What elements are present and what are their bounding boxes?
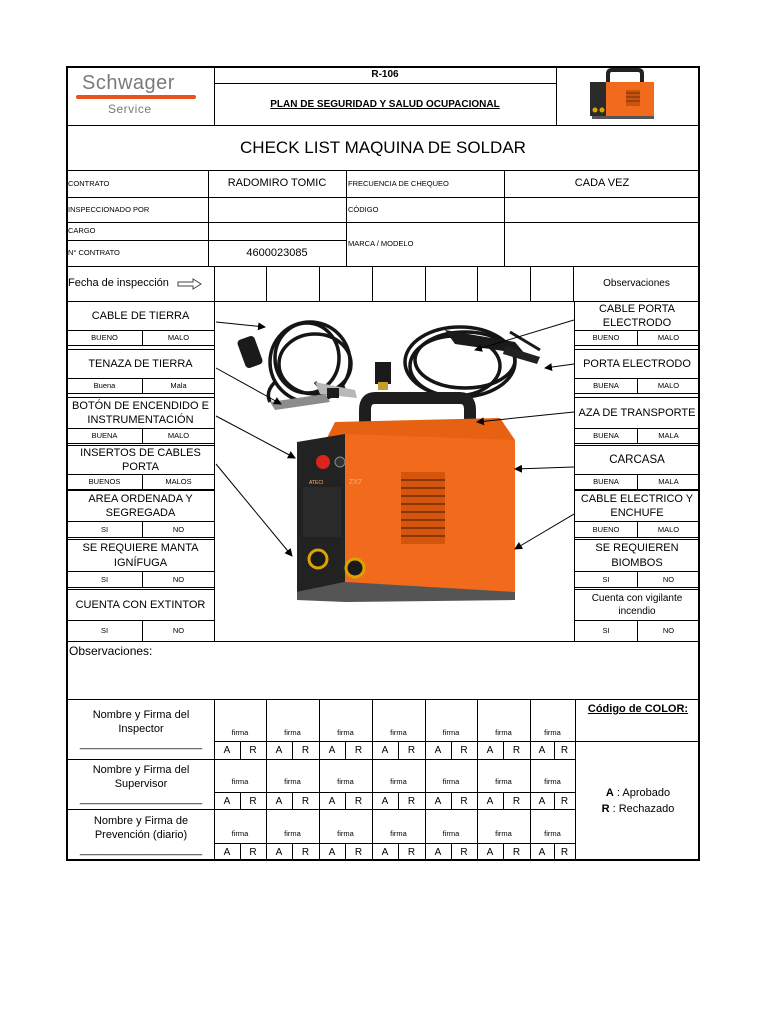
logo-main: Schwager	[82, 72, 175, 94]
right-item-3-bad[interactable]: MALA	[637, 428, 700, 444]
fecha-label-text: Fecha de inspección	[68, 277, 169, 290]
firma-label: firma	[337, 777, 354, 787]
approved-cell[interactable]: A	[328, 745, 336, 756]
approved-cell[interactable]: A	[538, 846, 546, 858]
signature-supervisor-text: Nombre y Firma del Supervisor	[92, 764, 190, 791]
signature-inspector-text: Nombre y Firma del Inspector	[92, 709, 190, 736]
left-item-4-good[interactable]: BUENOS	[66, 474, 143, 490]
fecha-cell-5[interactable]	[425, 266, 477, 301]
firma-label: firma	[544, 777, 561, 787]
right-item-4-title: CARCASA	[609, 453, 665, 466]
signature-inspector-line[interactable]: ____________________	[79, 737, 203, 750]
left-item-1-good[interactable]: BUENO	[66, 330, 143, 346]
welding-machine	[297, 398, 515, 602]
fecha-cell-3[interactable]	[319, 266, 372, 301]
firma-label: firma	[442, 777, 460, 787]
rejected-cell[interactable]: R	[560, 795, 569, 807]
ground-clamp	[270, 382, 357, 410]
rejected-cell[interactable]: R	[407, 745, 416, 756]
right-item-5-good[interactable]: BUENO	[574, 521, 638, 538]
color-code-title: Código de COLOR:	[587, 702, 689, 715]
logo-sub: Service	[108, 102, 152, 116]
approved-cell[interactable]: A	[538, 795, 546, 807]
left-item-3-good[interactable]: BUENA	[66, 428, 143, 444]
rejected-cell[interactable]: R	[460, 795, 468, 807]
left-item-6-title: SE REQUIERE MANTA IGNÍFUGA	[82, 542, 199, 569]
left-item-1-bad[interactable]: MALO	[142, 330, 215, 346]
color-code-legend	[576, 742, 700, 860]
observaciones-header: Observaciones	[603, 278, 670, 289]
right-item-4-bad[interactable]: MALA	[637, 474, 700, 490]
firma-label: firma	[337, 728, 354, 738]
firma-label: firma	[495, 777, 512, 787]
left-item-5-title: AREA ORDENADA Y SEGREGADA	[88, 492, 193, 519]
machine-model: ZX7	[349, 479, 362, 486]
signature-supervisor-line[interactable]: ____________________	[79, 792, 203, 805]
left-item-4-bad[interactable]: MALOS	[142, 474, 215, 490]
firma-label: firma	[495, 728, 512, 738]
cargo-label: CARGO	[68, 226, 96, 236]
frecuencia-label: FRECUENCIA DE CHEQUEO	[348, 178, 449, 188]
rejected-cell[interactable]: R	[354, 745, 363, 756]
rejected-cell[interactable]: R	[407, 795, 416, 807]
observaciones-label: Observaciones:	[69, 644, 153, 658]
right-item-5-bad[interactable]: MALO	[637, 521, 700, 538]
signature-prevencion-text: Nombre y Firma de Prevención (diario)	[93, 815, 189, 842]
right-item-3-good[interactable]: BUENA	[574, 428, 638, 444]
fecha-label	[66, 266, 214, 301]
left-item-4-title: INSERTOS DE CABLES PORTA	[80, 446, 201, 473]
left-item-2-good[interactable]: Buena	[66, 378, 143, 394]
approved-cell[interactable]: A	[223, 846, 231, 858]
approved-cell[interactable]: A	[486, 795, 494, 807]
legend-rejected-text: : Rechazado	[609, 803, 675, 815]
rejected-cell[interactable]: R	[512, 795, 521, 807]
approved-cell[interactable]: A	[486, 846, 494, 858]
firma-label: firma	[390, 829, 407, 839]
approved-cell[interactable]: A	[328, 846, 336, 858]
rejected-cell[interactable]: R	[301, 846, 310, 858]
right-item-4-good[interactable]: BUENA	[574, 474, 638, 490]
right-item-6-bad[interactable]: NO	[637, 571, 700, 588]
cargo-field[interactable]	[208, 222, 346, 240]
page-title: CHECK LIST MAQUINA DE SOLDAR	[240, 137, 526, 157]
signature-inspector-label	[68, 700, 214, 759]
right-item-7-bad[interactable]: NO	[637, 620, 700, 642]
firma-label: firma	[390, 777, 407, 787]
observaciones-field[interactable]	[67, 660, 699, 698]
approved-cell[interactable]: A	[434, 795, 442, 807]
firma-label: firma	[284, 728, 301, 738]
firma-label: firma	[544, 728, 561, 738]
logo-swoosh	[76, 95, 196, 99]
logo	[68, 68, 214, 124]
right-item-2-good[interactable]: BUENA	[574, 378, 638, 394]
rejected-cell[interactable]: R	[354, 795, 363, 807]
signature-supervisor-label	[68, 760, 214, 809]
legend-approved-text: : Aprobado	[613, 786, 671, 799]
rejected-cell[interactable]: R	[407, 846, 416, 858]
approved-cell[interactable]: A	[538, 745, 546, 756]
approved-cell[interactable]: A	[223, 795, 231, 807]
rejected-cell[interactable]: R	[512, 745, 521, 756]
arrow-right-icon	[177, 278, 203, 290]
right-item-1-good[interactable]: BUENO	[574, 330, 638, 346]
legend-rejected	[602, 801, 675, 818]
welding-machine-illustration	[215, 302, 574, 641]
signature-prevencion-line[interactable]: ____________________	[79, 843, 203, 856]
ncontrato-label: N° CONTRATO	[68, 248, 120, 258]
fecha-cell-1[interactable]	[214, 266, 266, 301]
legend-approved-key: A	[605, 786, 614, 799]
inspeccionado-field[interactable]	[208, 197, 346, 222]
left-item-6-bad[interactable]: NO	[142, 571, 215, 588]
firma-label: firma	[231, 829, 249, 839]
marca-label: MARCA / MODELO	[348, 239, 414, 249]
rejected-cell[interactable]: R	[249, 846, 257, 858]
fecha-cell-2[interactable]	[266, 266, 319, 301]
left-item-7-good[interactable]: SI	[66, 620, 143, 642]
inspeccionado-label: INSPECCIONADO POR	[68, 204, 150, 214]
right-item-1-bad[interactable]: MALO	[637, 330, 700, 346]
right-item-6-good[interactable]: SI	[574, 571, 638, 588]
fecha-cell-4[interactable]	[372, 266, 425, 301]
rejected-cell[interactable]: R	[460, 745, 468, 756]
left-item-3-title: BOTÓN DE ENCENDIDO E INSTRUMENTACIÓN	[72, 399, 209, 426]
approved-cell[interactable]: A	[275, 795, 283, 807]
firma-label: firma	[442, 829, 460, 839]
approved-cell[interactable]: A	[381, 846, 389, 858]
right-item-7-good[interactable]: SI	[574, 620, 638, 642]
right-item-1-title: CABLE PORTA ELECTRODO	[598, 302, 675, 329]
fecha-cell-6[interactable]	[477, 266, 530, 301]
left-item-5-bad[interactable]: NO	[142, 521, 215, 538]
right-item-3-title: AZA DE TRANSPORTE	[578, 406, 696, 419]
machine-brand: ATECI	[309, 480, 324, 486]
rejected-cell[interactable]: R	[512, 846, 521, 858]
legend-rejected-key: R	[601, 803, 610, 815]
contrato-value: RADOMIRO TOMIC	[227, 177, 327, 190]
left-item-3-bad[interactable]: MALO	[142, 428, 215, 444]
approved-cell[interactable]: A	[328, 795, 336, 807]
left-item-7-title: CUENTA CON EXTINTOR	[75, 598, 206, 611]
approved-cell[interactable]: A	[223, 745, 231, 756]
right-item-5-title: CABLE ELECTRICO Y ENCHUFE	[580, 492, 694, 519]
right-item-2-bad[interactable]: MALO	[637, 378, 700, 394]
rejected-cell[interactable]: R	[354, 846, 363, 858]
rejected-cell[interactable]: R	[301, 795, 310, 807]
rejected-cell[interactable]: R	[249, 795, 257, 807]
marca-field[interactable]	[504, 222, 700, 266]
left-item-7-bad[interactable]: NO	[142, 620, 215, 642]
contrato-label: CONTRATO	[68, 178, 110, 188]
welder-thumbnail	[586, 68, 662, 122]
rejected-cell[interactable]: R	[249, 745, 257, 756]
firma-label: firma	[390, 728, 407, 738]
left-item-2-title: TENAZA DE TIERRA	[88, 357, 193, 370]
ncontrato-value: 4600023085	[246, 246, 308, 259]
plan-title: PLAN DE SEGURIDAD Y SALUD OCUPACIONAL	[270, 99, 500, 110]
firma-label: firma	[337, 829, 354, 839]
firma-label: firma	[544, 829, 561, 839]
left-item-5-good[interactable]: SI	[66, 521, 143, 538]
right-item-6-title: SE REQUIEREN BIOMBOS	[595, 542, 679, 569]
form-code: R-106	[371, 69, 399, 80]
approved-cell[interactable]: A	[486, 745, 494, 756]
firma-label: firma	[495, 829, 512, 839]
firma-label: firma	[231, 777, 249, 787]
approved-cell[interactable]: A	[275, 846, 283, 858]
legend-approved	[606, 785, 670, 802]
approved-cell[interactable]: A	[434, 745, 442, 756]
right-item-7-title: Cuenta con vigilante incendio	[591, 593, 683, 617]
rejected-cell[interactable]: R	[301, 745, 310, 756]
codigo-label: CÓDIGO	[348, 204, 379, 214]
fecha-cell-7[interactable]	[530, 266, 573, 301]
approved-cell[interactable]: A	[381, 795, 389, 807]
right-item-2-title: PORTA ELECTRODO	[583, 357, 691, 370]
firma-label: firma	[442, 728, 460, 738]
left-item-2-bad[interactable]: Mala	[142, 378, 215, 394]
frecuencia-value: CADA VEZ	[574, 177, 630, 190]
left-item-6-good[interactable]: SI	[66, 571, 143, 588]
left-item-1-title: CABLE DE TIERRA	[91, 309, 190, 322]
rejected-cell[interactable]: R	[560, 745, 569, 756]
approved-cell[interactable]: A	[381, 745, 389, 756]
approved-cell[interactable]: A	[434, 846, 442, 858]
firma-label: firma	[284, 829, 301, 839]
signature-prevencion-label	[68, 810, 214, 861]
codigo-field[interactable]	[504, 197, 700, 222]
firma-label: firma	[284, 777, 301, 787]
firma-label: firma	[231, 728, 249, 738]
rejected-cell[interactable]: R	[560, 846, 569, 858]
rejected-cell[interactable]: R	[460, 846, 468, 858]
approved-cell[interactable]: A	[275, 745, 283, 756]
